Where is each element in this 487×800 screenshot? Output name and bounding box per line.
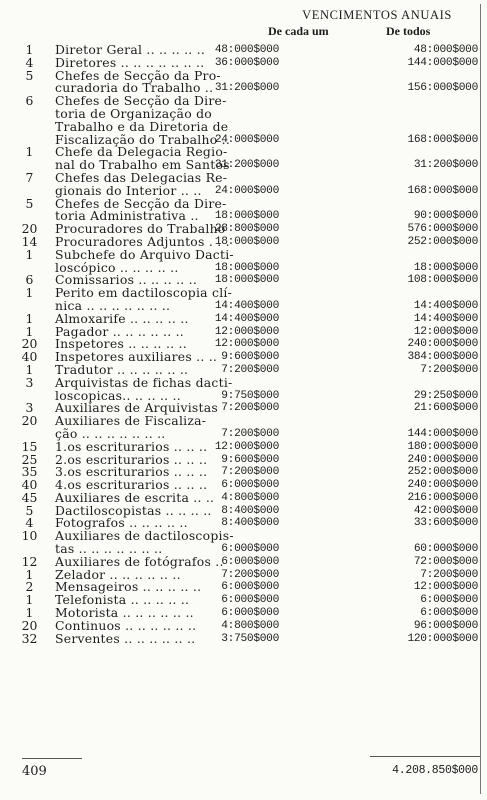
row-quantity: 5 (25, 502, 34, 518)
row-salary-total: 33:600$000 (413, 517, 478, 530)
row-salary-total: 12:000$000 (413, 581, 478, 594)
row-category: Auxiliares de escrita .. .. (55, 489, 215, 505)
row-quantity: 2 (25, 579, 34, 595)
row-salary-each: 7:200$000 (221, 402, 279, 415)
row-salary-total: 90:000$000 (413, 210, 478, 223)
table-row (0, 287, 487, 313)
row-salary-each: 28:800$000 (214, 223, 279, 236)
row-salary-total: 216:000$000 (407, 491, 478, 504)
row-quantity: 35 (21, 464, 38, 480)
row-salary-each: 12:000$000 (214, 338, 279, 351)
row-salary-each: 18:000$000 (214, 235, 279, 248)
row-salary-each: 18:000$000 (214, 261, 279, 274)
row-salary-each: 7:200$000 (221, 466, 279, 479)
row-salary-total: 21:600$000 (413, 402, 478, 415)
row-salary-total: 6:000$000 (420, 607, 478, 620)
row-salary-total: 48:000$000 (413, 44, 478, 56)
row-category: Inspetores .. .. .. .. .. (55, 336, 187, 352)
row-salary-each: 6:000$000 (221, 594, 279, 607)
row-category: Chefe da Delegacia Regio- nal do Trabalho em Santos (55, 144, 230, 173)
row-salary-total: 72:000$000 (413, 555, 478, 568)
row-salary-each: 3:750$000 (221, 632, 279, 645)
row-quantity: 40 (21, 477, 38, 493)
row-salary-each: 6:000$000 (221, 555, 279, 568)
row-salary-total: 60:000$000 (413, 543, 478, 556)
row-category: 1.os escriturarios .. .. .. (55, 438, 208, 454)
row-category: Procuradores do Trabalho (55, 221, 226, 237)
row-category: Auxiliares de Arquivistas (55, 400, 218, 416)
row-quantity: 5 (25, 195, 34, 211)
row-category: Inspetores auxiliares .. .. (55, 349, 218, 365)
row-salary-each: 6:000$000 (221, 479, 279, 492)
row-quantity: 14 (21, 233, 38, 249)
row-category: Subchefe do Arquivo Dacti- loscópico .. .. .. .. .. (55, 246, 234, 275)
row-quantity: 1 (25, 42, 34, 57)
row-salary-total: 240:000$000 (407, 479, 478, 492)
row-salary-each: 36:000$000 (214, 56, 279, 69)
row-quantity: 6 (25, 93, 34, 109)
row-salary-total: 108:000$000 (407, 274, 478, 287)
row-salary-total: 240:000$000 (407, 338, 478, 351)
row-category: Tradutor .. .. .. .. .. .. (55, 361, 189, 377)
row-salary-each: 7:200$000 (221, 427, 279, 440)
row-salary-each: 18:000$000 (214, 274, 279, 287)
row-quantity: 1 (25, 285, 34, 301)
row-salary-total: 31:200$000 (413, 159, 478, 172)
row-category: Telefonista .. .. .. .. .. (55, 592, 190, 608)
row-quantity: 10 (21, 528, 38, 544)
table-title: VENCIMENTOS ANUAIS (302, 8, 452, 22)
row-category: Diretor Geral .. .. .. .. .. (55, 42, 206, 57)
row-category: Dactiloscopistas .. .. .. .. (55, 502, 212, 518)
total-quantity: 409 (22, 764, 47, 779)
row-quantity: 40 (21, 349, 38, 365)
row-quantity: 12 (21, 553, 38, 569)
row-category: 3.os escriturarios .. .. .. (55, 464, 208, 480)
table-row (0, 415, 487, 441)
row-salary-each: 48:000$000 (214, 44, 279, 56)
row-category: Diretores .. .. .. .. .. .. .. (55, 54, 205, 70)
row-quantity: 1 (25, 592, 34, 608)
table-row (0, 374, 487, 403)
table-row (0, 630, 487, 646)
row-salary-each: 18:000$000 (214, 210, 279, 223)
row-quantity: 45 (21, 489, 38, 505)
table-row (0, 146, 487, 172)
row-salary-each: 31:200$000 (214, 159, 279, 172)
row-salary-total: 7:200$000 (420, 363, 478, 376)
row-salary-each: 9:600$000 (221, 453, 279, 466)
row-quantity: 20 (21, 336, 38, 352)
row-quantity: 1 (25, 361, 34, 377)
row-category: Procuradores Adjuntos . . . (55, 233, 230, 249)
row-quantity: 15 (21, 438, 38, 454)
row-salary-total: 168:000$000 (407, 133, 478, 146)
row-category: 4.os escriturarios .. .. .. (55, 477, 208, 493)
row-quantity: 1 (25, 323, 34, 339)
row-salary-each: 12:000$000 (214, 325, 279, 338)
row-salary-total: 18:000$000 (413, 261, 478, 274)
row-salary-total: 252:000$000 (407, 466, 478, 479)
table-row (0, 530, 487, 556)
row-category: Serventes .. .. .. .. .. .. (55, 630, 196, 646)
row-salary-total: 144:000$000 (407, 56, 478, 69)
row-salary-total: 12:000$000 (413, 325, 478, 338)
row-salary-each: 31:200$000 (214, 82, 279, 95)
row-salary-total: 156:000$000 (407, 82, 478, 95)
row-salary-each: 14:400$000 (214, 299, 279, 312)
row-category: Mensageiros .. .. .. .. .. (55, 579, 202, 595)
row-quantity: 6 (25, 272, 34, 288)
row-salary-total: 240:000$000 (407, 453, 478, 466)
row-quantity: 1 (25, 605, 34, 621)
row-salary-total: 14:400$000 (413, 299, 478, 312)
row-category: 2.os escriturarios .. .. .. (55, 451, 208, 467)
row-category: Comissarios .. .. .. .. .. (55, 272, 198, 288)
column-header-each: De cada um (268, 24, 329, 38)
row-category: Zelador .. .. .. .. .. .. (55, 566, 181, 582)
row-quantity: 20 (21, 617, 38, 633)
row-quantity: 1 (25, 566, 34, 582)
row-salary-each: 8:400$000 (221, 504, 279, 517)
row-salary-total: 7:200$000 (420, 568, 478, 581)
row-quantity: 25 (21, 451, 38, 467)
row-category: Chefes das Delegacias Re- gionais do Interior .. .. (55, 169, 228, 198)
table-row (0, 67, 487, 96)
row-salary-total: 14:400$000 (413, 312, 478, 325)
row-category: Chefes de Secção da Dire- toria Administrativa .. (55, 195, 227, 224)
row-quantity: 3 (25, 374, 34, 390)
row-category: Perito em dactiloscopia clí- nica .. .. .. .. .. .. .. (55, 285, 233, 313)
row-salary-each: 7:200$000 (221, 363, 279, 376)
row-quantity: 20 (21, 221, 38, 237)
table-row (0, 246, 487, 275)
row-quantity: 1 (25, 246, 34, 262)
total-amount: 4.208.850$000 (392, 764, 478, 777)
row-salary-each: 6:000$000 (221, 581, 279, 594)
row-quantity: 7 (25, 169, 34, 185)
row-salary-total: 120:000$000 (407, 632, 478, 645)
row-category: Auxiliares de fotógrafos .. (55, 553, 224, 569)
table-row (0, 95, 487, 146)
row-quantity: 32 (21, 630, 38, 646)
row-quantity: 4 (25, 54, 34, 70)
row-quantity: 3 (25, 400, 34, 416)
row-salary-total: 384:000$000 (407, 351, 478, 364)
row-quantity: 5 (25, 67, 34, 83)
row-salary-each: 6:000$000 (221, 543, 279, 556)
row-category: Pagador .. .. .. .. .. .. (55, 323, 184, 339)
row-salary-total: 180:000$000 (407, 440, 478, 453)
row-category: Fotografos .. .. .. .. .. (55, 515, 188, 531)
total-rule-left (22, 758, 82, 759)
column-header-all: De todos (386, 24, 431, 38)
row-quantity: 1 (25, 310, 34, 326)
row-quantity: 1 (25, 144, 34, 160)
row-salary-total: 168:000$000 (407, 184, 478, 197)
row-salary-each: 4:800$000 (221, 491, 279, 504)
row-category: Continuos .. .. .. .. .. .. (55, 617, 197, 633)
salary-table (0, 44, 487, 645)
row-salary-total: 576:000$000 (407, 223, 478, 236)
row-quantity: 4 (25, 515, 34, 531)
row-salary-total: 96:000$000 (413, 619, 478, 632)
table-row (0, 169, 487, 198)
table-row (0, 195, 487, 224)
row-salary-total: 252:000$000 (407, 235, 478, 248)
row-salary-each: 12:000$000 (214, 440, 279, 453)
row-category: Chefes de Secção da Pro- curadoria do Trabalho .. (55, 67, 221, 96)
row-salary-each: 6:000$000 (221, 607, 279, 620)
row-salary-each: 24:000$000 (214, 184, 279, 197)
row-salary-each: 9:600$000 (221, 351, 279, 364)
row-category: Auxiliares de Fiscaliza- ção .. .. .. .. .. .. .. (55, 413, 207, 441)
row-salary-each: 24:000$000 (214, 133, 279, 146)
row-salary-total: 144:000$000 (407, 427, 478, 440)
row-salary-each: 14:400$000 (214, 312, 279, 325)
row-salary-total: 42:000$000 (413, 504, 478, 517)
row-salary-total: 29:250$000 (413, 389, 478, 402)
row-salary-each: 7:200$000 (221, 568, 279, 581)
row-category: Motorista .. .. .. .. .. .. (55, 605, 194, 621)
row-category: Auxiliares de dactiloscopis- tas .. .. .. .. .. .. .. (55, 528, 234, 557)
row-salary-total: 6:000$000 (420, 594, 478, 607)
row-salary-each: 4:800$000 (221, 619, 279, 632)
row-salary-each: 9:750$000 (221, 389, 279, 402)
row-category: Almoxarife .. .. .. .. .. (55, 310, 189, 326)
row-quantity: 20 (21, 413, 38, 429)
row-salary-each: 8:400$000 (221, 517, 279, 530)
row-category: Arquivistas de fichas dacti- loscopicas.. .. .. .. .. (55, 374, 233, 403)
total-rule-right (370, 756, 480, 757)
row-category: Chefes de Secção da Dire- toria de Organização do Trabalho e da Diretoria de Fiscalização do Trabalho .. (55, 93, 231, 147)
